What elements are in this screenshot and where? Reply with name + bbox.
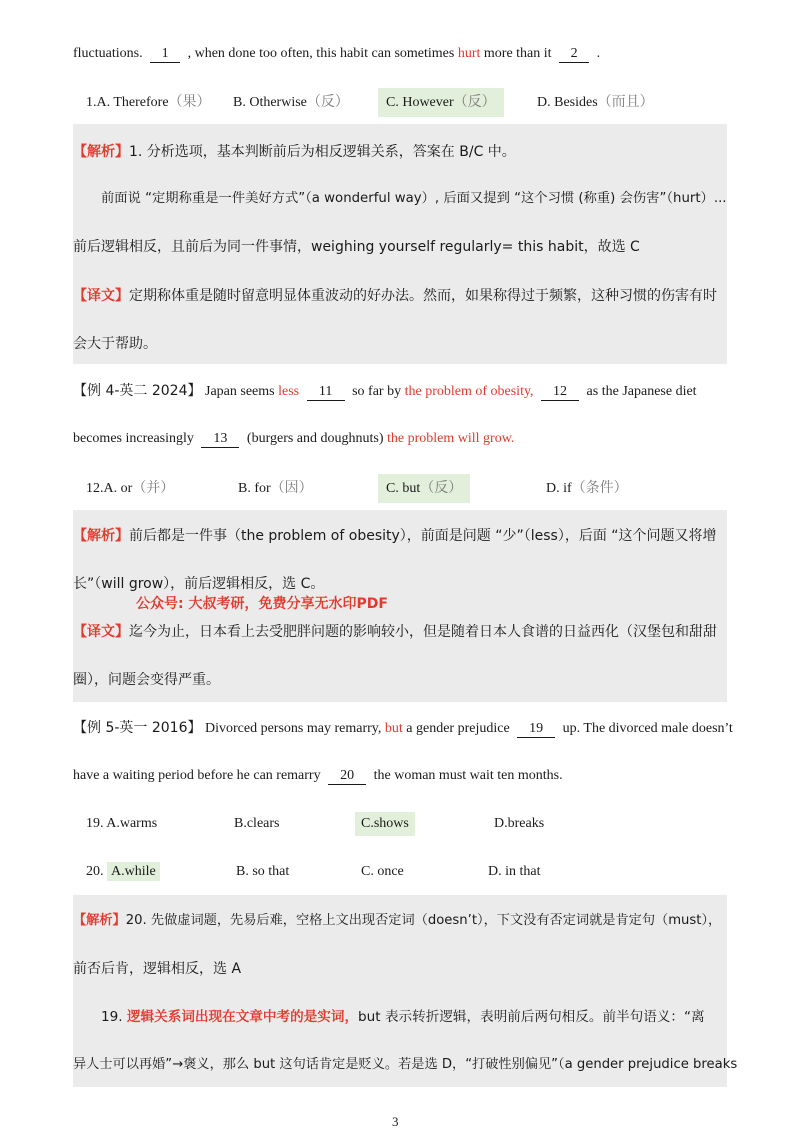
passage-line: have a waiting period before he can remarry 20 the woman must wait ten months. [73, 768, 563, 783]
option-1d: D. Besides（而且） [537, 94, 654, 110]
option-19d: D.breaks [494, 816, 545, 831]
blank-2: 2 [559, 46, 589, 63]
passage-line: 【例 5-英一 2016】 Divorced persons may remarry, but a gender prejudice 19 up. The divorced male doesn’t [73, 720, 733, 736]
option-12c-correct: C. but（反） [378, 474, 470, 503]
option-1b: B. Otherwise（反） [233, 94, 349, 110]
passage-line: 【例 4-英二 2024】 Japan seems less 11 so far by the problem of obesity, 12 as the Japanese diet [73, 383, 697, 399]
analysis-line: 前后逻辑相反，且前后为同一件事情，weighing yourself regularly= this habit，故选 C [73, 239, 640, 255]
option-20d: D. in that [488, 864, 541, 879]
blank-12: 12 [541, 384, 579, 401]
option-19a: 19. A.warms [86, 816, 158, 831]
analysis-line: 【解析】1. 分析选项，基本判断前后为相反逻辑关系，答案在 B/C 中。 [73, 144, 516, 160]
option-19b: B.clears [234, 816, 280, 831]
analysis-line: 前否后肯，逻辑相反，选 A [73, 961, 242, 977]
option-12a: 12.A. or（并） [86, 480, 175, 496]
option-19c-correct: C.shows [355, 812, 415, 836]
keyword-hurt: hurt [457, 46, 481, 61]
option-20b: B. so that [236, 864, 290, 879]
option-12d: D. if（条件） [546, 480, 628, 496]
translation-line: 圈），问题会变得严重。 [73, 672, 220, 688]
option-1c-correct: C. However（反） [378, 88, 504, 117]
blank-11: 11 [307, 384, 345, 401]
analysis-line: 异人士可以再婚”→褒义，那么 but 这句话肯定是贬义。若是选 D，“打破性别偏见”（a gender prejudice breaks [73, 1057, 738, 1072]
option-20c: C. once [361, 864, 404, 879]
analysis-line: 19. 逻辑关系词出现在文章中考的是实词，but 表示转折逻辑，表明前后两句相反。前半句语义：“离 [101, 1009, 705, 1025]
analysis-line: 【解析】前后都是一件事（the problem of obesity），前面是问题 “少”（less），后面 “这个问题又将增 [73, 528, 717, 544]
blank-20: 20 [328, 768, 366, 785]
analysis-line: 前面说 “定期称重是一件美好方式”（a wonderful way）, 后面又提到 “这个习惯 (称重) 会伤害”（hurt）... [101, 191, 727, 206]
blank-13: 13 [201, 431, 239, 448]
option-20a-correct: 20. A.while [86, 862, 160, 882]
analysis-line: 长”（will grow），前后逻辑相反，选 C。 [73, 576, 325, 592]
blank-1: 1 [150, 46, 180, 63]
translation-line: 会大于帮助。 [73, 336, 157, 352]
passage-line: fluctuations. 1 , when done too often, this habit can sometimes hurt more than it 2 . [73, 46, 601, 61]
passage-line: becomes increasingly 13 (burgers and doughnuts) the problem will grow. [73, 431, 515, 446]
option-12b: B. for（因） [238, 480, 313, 496]
translation-line: 【译文】迄今为止，日本看上去受肥胖问题的影响较小，但是随着日本人食谱的日益西化（汉堡包和甜甜 [73, 624, 717, 640]
watermark-text: 公众号: 大叔考研，免费分享无水印PDF [136, 596, 388, 612]
option-1a: 1.A. Therefore（果） [86, 94, 211, 110]
analysis-line: 【解析】20. 先做虚词题，先易后难，空格上文出现否定词（doesn’t），下文没有否定词就是肯定句（must）， [73, 913, 722, 928]
blank-19: 19 [517, 721, 555, 738]
page-number: 3 [392, 1114, 399, 1129]
translation-line: 【译文】定期称体重是随时留意明显体重波动的好办法。然而，如果称得过于频繁，这种习惯的伤害有时 [73, 288, 717, 304]
